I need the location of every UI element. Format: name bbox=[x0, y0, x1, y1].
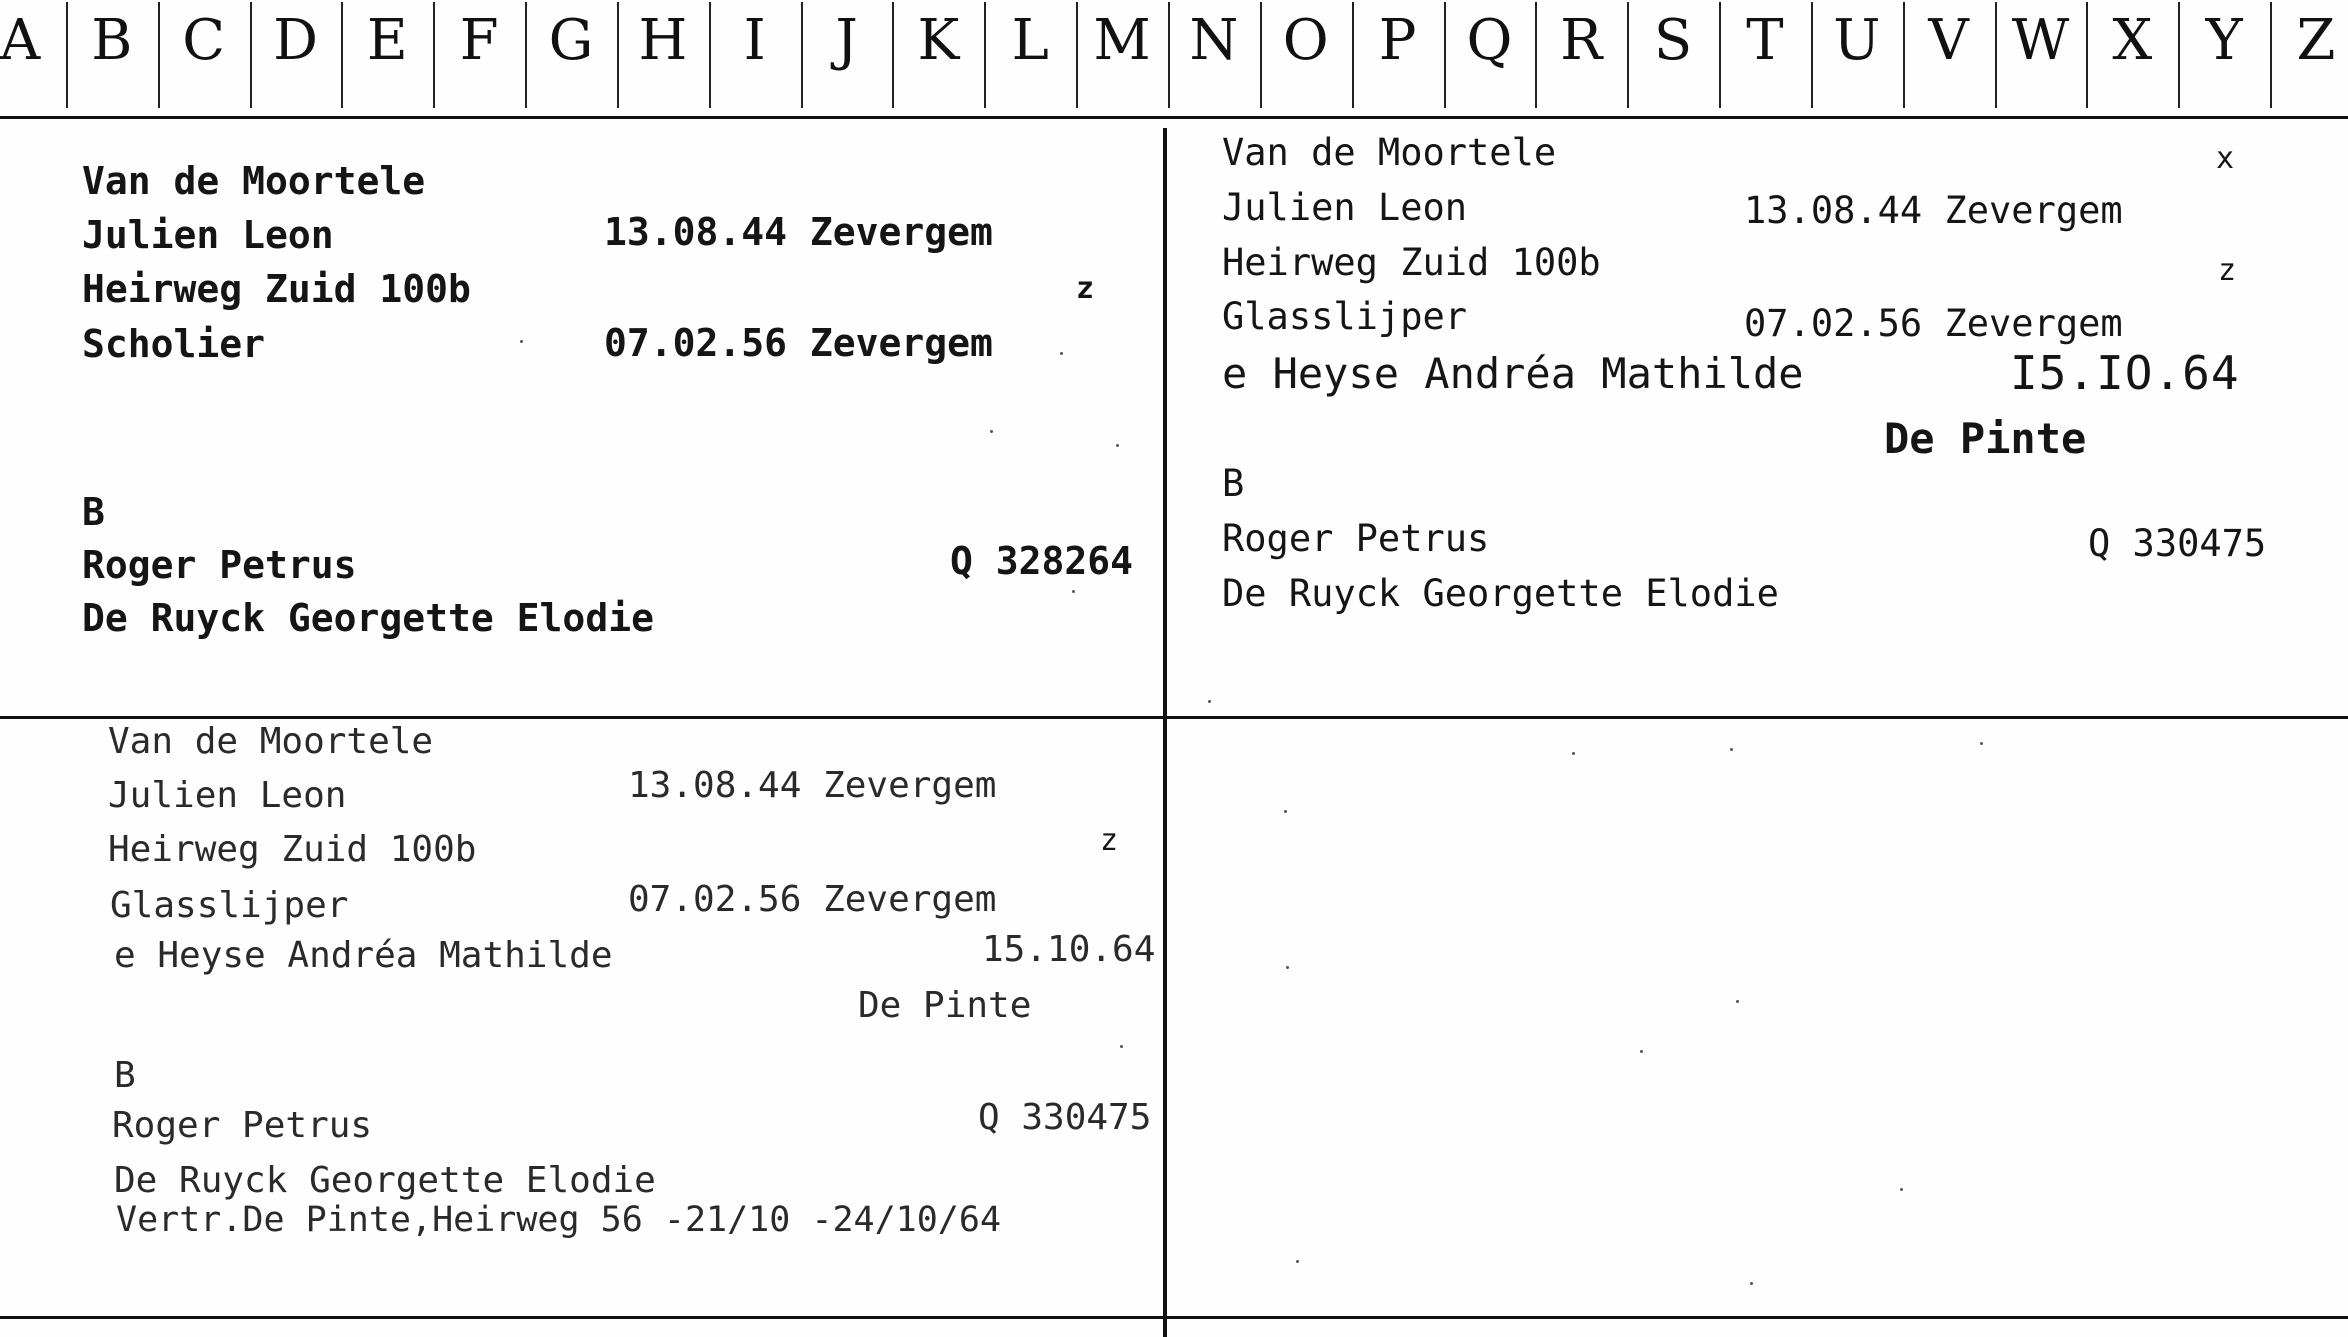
index-letter-r: R bbox=[1560, 8, 1603, 73]
card-marriage-date: 15.10.64 bbox=[982, 929, 1156, 970]
scan-speck bbox=[1980, 742, 1983, 745]
scan-speck bbox=[1640, 1050, 1643, 1053]
card-mother: De Ruyck Georgette Elodie bbox=[82, 596, 654, 640]
index-separator bbox=[525, 2, 527, 108]
index-separator bbox=[709, 2, 711, 108]
index-separator bbox=[1627, 2, 1629, 108]
page-bottom-line bbox=[0, 1316, 2348, 1319]
index-letter-w: W bbox=[2011, 8, 2070, 73]
scan-speck bbox=[1284, 810, 1287, 813]
card-mark: z bbox=[2218, 253, 2237, 288]
scan-speck bbox=[1736, 1000, 1739, 1003]
index-letter-m: M bbox=[1093, 8, 1151, 73]
scan-speck bbox=[1750, 1282, 1753, 1285]
index-letter-h: H bbox=[638, 8, 688, 73]
index-letter-t: T bbox=[1746, 8, 1784, 73]
scan-speck bbox=[1072, 590, 1075, 593]
scan-speck bbox=[1060, 352, 1063, 355]
index-letter-v: V bbox=[1928, 8, 1969, 73]
card-father: Roger Petrus bbox=[1222, 517, 1490, 560]
card-code: B bbox=[82, 490, 105, 534]
index-letter-u: U bbox=[1833, 8, 1881, 73]
index-strip-divider bbox=[0, 116, 2348, 119]
card-given-names: Julien Leon bbox=[82, 213, 334, 257]
card-occupation: Glasslijper bbox=[110, 885, 349, 926]
index-separator bbox=[1535, 2, 1537, 108]
card-marriage-date: I5.IO.64 bbox=[2010, 346, 2240, 400]
scan-speck bbox=[1120, 1045, 1123, 1048]
card-mother: De Ruyck Georgette Elodie bbox=[114, 1160, 656, 1201]
index-letter-s: S bbox=[1653, 8, 1693, 73]
index-separator bbox=[1903, 2, 1905, 108]
index-letter-c: C bbox=[182, 8, 226, 73]
index-letter-l: L bbox=[1011, 8, 1049, 73]
index-letter-g: G bbox=[548, 8, 594, 73]
index-separator bbox=[1168, 2, 1170, 108]
index-separator bbox=[1076, 2, 1078, 108]
card-code: B bbox=[114, 1055, 136, 1096]
card-given-names: Julien Leon bbox=[108, 775, 347, 816]
index-separator bbox=[1352, 2, 1354, 108]
card-given-names: Julien Leon bbox=[1222, 186, 1468, 229]
card-surname: Van de Moortele bbox=[108, 721, 434, 762]
card-code: B bbox=[1222, 462, 1245, 505]
scan-speck bbox=[520, 340, 523, 343]
card-surname: Van de Moortele bbox=[82, 159, 426, 203]
index-letter-y: Y bbox=[2205, 8, 2243, 73]
index-separator bbox=[801, 2, 803, 108]
index-separator bbox=[1811, 2, 1813, 108]
index-separator bbox=[158, 2, 160, 108]
card-surname: Van de Moortele bbox=[1222, 131, 1557, 174]
index-letter-n: N bbox=[1189, 8, 1239, 73]
card-address: Heirweg Zuid 100b bbox=[82, 267, 471, 311]
scan-speck bbox=[1572, 752, 1575, 755]
scan-speck bbox=[1730, 748, 1733, 751]
alphabet-index-strip bbox=[0, 0, 2348, 118]
index-separator bbox=[2086, 2, 2088, 108]
card-number: Q 330475 bbox=[2088, 522, 2267, 565]
card-registration: 07.02.56 Zevergem bbox=[1744, 302, 2123, 345]
card-birth: 13.08.44 Zevergem bbox=[1744, 189, 2123, 232]
index-separator bbox=[984, 2, 986, 108]
index-letter-d: D bbox=[273, 8, 318, 73]
card-birth: 13.08.44 Zevergem bbox=[628, 765, 997, 806]
index-letter-q: Q bbox=[1466, 8, 1513, 73]
card-mother: De Ruyck Georgette Elodie bbox=[1222, 572, 1779, 615]
card-occupation: Glasslijper bbox=[1222, 295, 1468, 338]
card-birth: 13.08.44 Zevergem bbox=[604, 210, 993, 254]
card-number: Q 328264 bbox=[950, 539, 1134, 583]
card-row-divider bbox=[0, 716, 2348, 719]
card-corner-mark: x bbox=[2216, 141, 2235, 176]
index-separator bbox=[617, 2, 619, 108]
index-separator bbox=[341, 2, 343, 108]
index-separator bbox=[433, 2, 435, 108]
card-address: Heirweg Zuid 100b bbox=[108, 829, 477, 870]
index-letter-x: X bbox=[2112, 8, 2153, 73]
card-number: Q 330475 bbox=[978, 1097, 1152, 1138]
index-separator bbox=[2270, 2, 2272, 108]
card-marriage-place: De Pinte bbox=[858, 985, 1032, 1026]
card-mark: z bbox=[1076, 271, 1095, 306]
index-letter-o: O bbox=[1282, 8, 1329, 73]
card-occupation: Scholier bbox=[82, 322, 266, 366]
card-father: Roger Petrus bbox=[82, 543, 357, 587]
index-separator bbox=[1444, 2, 1446, 108]
scan-speck bbox=[1286, 966, 1289, 969]
scan-speck bbox=[990, 430, 993, 433]
card-mark: z bbox=[1100, 823, 1119, 858]
index-letter-z: Z bbox=[2296, 8, 2336, 73]
card-registration: 07.02.56 Zevergem bbox=[604, 321, 993, 365]
scan-speck bbox=[1116, 444, 1119, 447]
index-letter-f: F bbox=[459, 8, 499, 73]
card-registration: 07.02.56 Zevergem bbox=[628, 879, 997, 920]
index-separator bbox=[1260, 2, 1262, 108]
index-letter-i: I bbox=[743, 8, 766, 73]
index-letter-k: K bbox=[917, 8, 960, 73]
card-spouse: e Heyse Andréa Mathilde bbox=[114, 935, 613, 976]
index-letter-p: P bbox=[1378, 8, 1417, 73]
scan-speck bbox=[1900, 1188, 1903, 1191]
card-column-divider bbox=[1163, 128, 1167, 1337]
index-separator bbox=[66, 2, 68, 108]
index-separator bbox=[250, 2, 252, 108]
index-letter-a: A bbox=[0, 8, 41, 73]
index-letter-b: B bbox=[91, 8, 133, 73]
card-marriage-place: De Pinte bbox=[1884, 414, 2087, 463]
index-separator bbox=[1995, 2, 1997, 108]
card-address: Heirweg Zuid 100b bbox=[1222, 241, 1601, 284]
card-departure: Vertr.De Pinte,Heirweg 56 -21/10 -24/10/64 bbox=[116, 1200, 1002, 1240]
index-separator bbox=[892, 2, 894, 108]
index-separator bbox=[2178, 2, 2180, 108]
card-father: Roger Petrus bbox=[112, 1105, 373, 1146]
card-spouse: e Heyse Andréa Mathilde bbox=[1222, 349, 1804, 398]
scan-speck bbox=[1296, 1260, 1299, 1263]
index-separator bbox=[1719, 2, 1721, 108]
index-letter-e: E bbox=[366, 8, 408, 73]
scan-speck bbox=[1208, 700, 1211, 703]
index-letter-j: J bbox=[835, 8, 858, 73]
